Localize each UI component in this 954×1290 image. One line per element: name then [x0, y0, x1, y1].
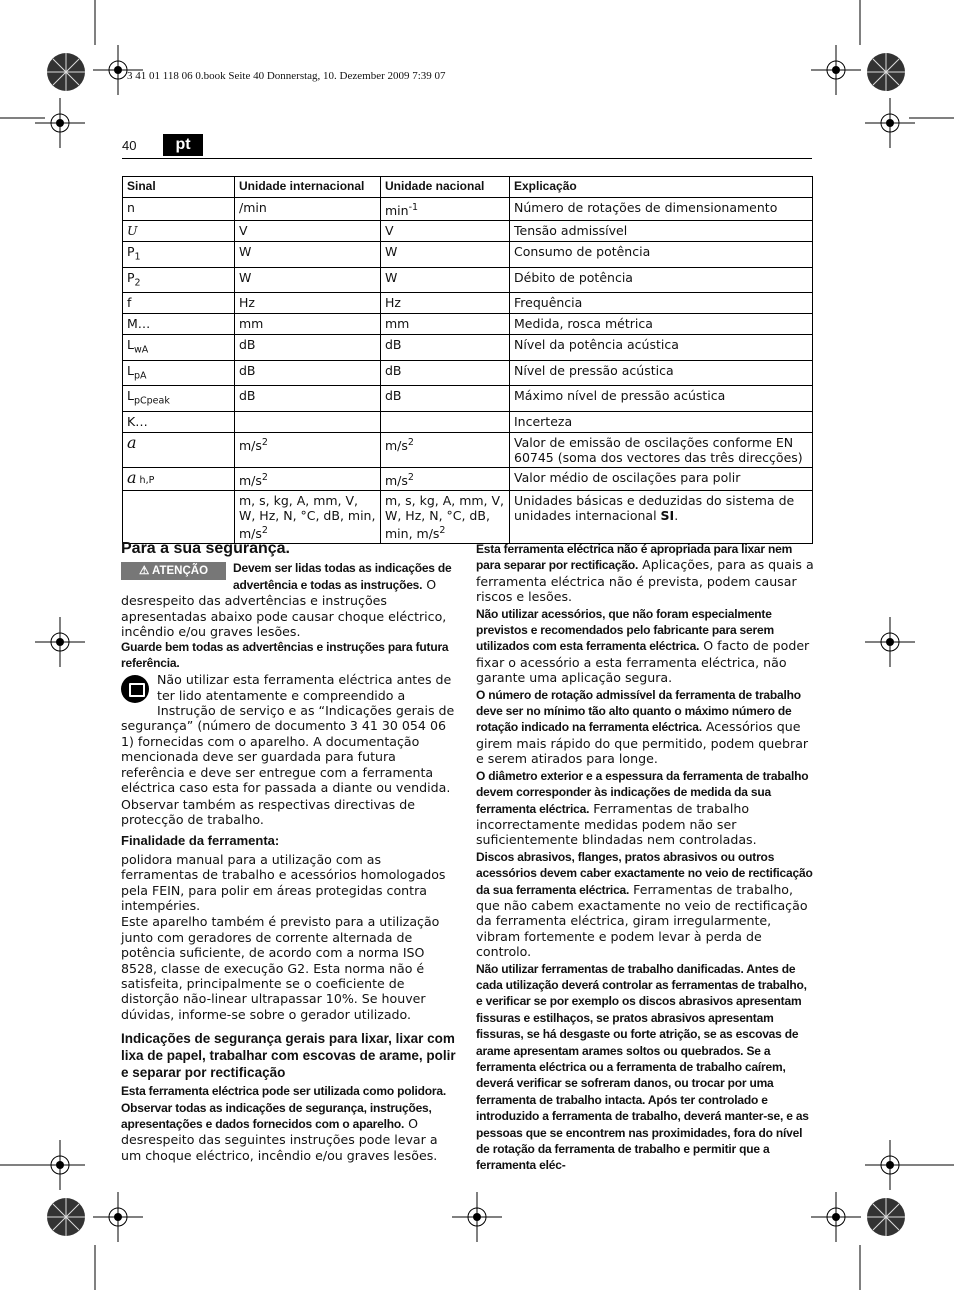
cell-nat-unit — [381, 386, 510, 412]
table-row — [123, 432, 813, 467]
unit-value: dB — [239, 388, 256, 404]
cell-intl-unit — [235, 432, 381, 467]
general-safety-heading: Indicações de segurança gerais para lixar, lixar com lixa de papel, trabalhar com escovas de arame, polir e separar por rectificação — [121, 1031, 456, 1081]
general-safety-paragraph — [121, 1083, 457, 1163]
p4-text: Ferramentas de trabalho incorrectamente medidas podem não ser suficientemente blindadas nem controladas. — [476, 800, 757, 848]
table-row — [123, 198, 813, 221]
p3-bold: O número de rotação admissível da ferramenta de trabalho deve ser no mínimo tão alto quanto o máximo número de rotação indicado na ferramenta eléctrica. — [476, 687, 801, 735]
unit-value: min — [385, 203, 409, 219]
explanation-text: Medida, rosca métrica — [514, 316, 653, 332]
right-paragraph-1 — [476, 541, 814, 605]
cell-symbol — [123, 360, 235, 386]
cell-explanation — [510, 490, 813, 543]
cell-symbol — [123, 432, 235, 467]
p6-bold: Não utilizar ferramentas de trabalho danificadas. Antes de cada utilização deverá controlar as ferramentas de trabalho, e verificar se por exemplo os discos abrasivos apresentam fissuras e estilhaços, se pratos abrasivos apresentam fissuras, se há desgaste ou forte atrição, se as escovas de arame apresentam arames soltos ou quebrados. Se a ferramenta eléctrica ou a ferramenta de trabalho caírem, deverá verificar se sofreram danos, ou trocar por uma ferramenta de trabalho intacta. Após ter controlado e introduzido a ferramenta de trabalho, deverá manter-se, e as pessoas que se encontrem nas proximidades, fora do nível de rotação da ferramenta de trabalho e permitir que a ferramenta eléc- — [476, 961, 809, 1173]
unit-value: mm — [385, 316, 410, 332]
unit-value: dB — [385, 388, 402, 404]
generator-paragraph: Este aparelho também é previsto para a utilização junto com geradores de corrente alternada de potência suficiente, de acordo com a norma ISO 8528, classe de execução G2. Esta norma não é satisfeita, principalmente se o coeficiente de distorção não-linear ultrapassar 10%. Se houver dúvidas, informe-se sobre o gerador utilizado. — [121, 914, 440, 1022]
read-manual-icon — [121, 675, 149, 703]
symbol: L — [127, 337, 134, 353]
cell-intl-unit — [235, 314, 381, 335]
explanation-text: Valor de emissão de oscilações conforme EN 60745 (soma dos vectores das três direcções) — [514, 434, 803, 465]
page-number: 40 — [122, 138, 137, 153]
unit-value: m, s, kg, A, mm, V, W, Hz, N, °C, dB, min, m/s — [385, 492, 505, 541]
p4-bold: O diâmetro exterior e a espessura da ferramenta de trabalho devem corresponder às indicações de medida da sua ferramenta eléctrica. — [476, 768, 809, 816]
explanation-text: Valor médio de oscilações para polir — [514, 469, 741, 485]
unit-value: dB — [239, 337, 256, 353]
cell-intl-unit — [235, 293, 381, 314]
unit-value: W — [239, 244, 252, 260]
explanation-text: Máximo nível de pressão acústica — [514, 388, 726, 404]
explanation-text: Unidades básicas e deduzidas do sistema de unidades internacional — [514, 492, 795, 523]
unit-value: /min — [239, 200, 267, 215]
warning-label: ATENÇÃO — [152, 565, 209, 578]
unit-value: m/s — [239, 437, 262, 453]
purpose-heading: Finalidade da ferramenta: — [121, 833, 280, 849]
cell-symbol — [123, 314, 235, 335]
explanation-bold: SI — [660, 507, 675, 523]
p2-bold: Não utilizar acessórios, que não foram especialmente previstos e recomendados pelo fabricante para serem utilizados com esta ferramenta eléctrica. — [476, 606, 774, 654]
unit-value: V — [239, 223, 248, 239]
table-row — [123, 411, 813, 432]
table-row — [123, 314, 813, 335]
p1-text: Aplicações, para as quais a ferramenta eléctrica não é prevista, podem causar riscos e lesões. — [476, 557, 814, 605]
unit-value: W — [239, 269, 252, 285]
table-header-row — [123, 177, 813, 198]
cell-intl-unit — [235, 467, 381, 490]
unit-value: m, s, kg, A, mm, V, W, Hz, N, °C, dB, min, m/s — [239, 492, 376, 541]
cell-symbol — [123, 386, 235, 412]
cell-explanation — [510, 432, 813, 467]
symbol: M… — [127, 316, 151, 332]
unit-value: m/s — [239, 472, 262, 488]
p1-bold: Esta ferramenta eléctrica não é apropriada para lixar nem para separar por rectificação. — [476, 542, 793, 573]
cell-explanation — [510, 221, 813, 242]
symbol-subscript: h,P — [139, 474, 155, 486]
symbol: L — [127, 388, 134, 404]
cell-symbol — [123, 335, 235, 361]
unit-exponent: 2 — [261, 524, 268, 536]
unit-exponent: 2 — [439, 524, 446, 536]
symbol: U — [127, 223, 138, 239]
unit-value: W — [385, 269, 398, 285]
symbol: a — [127, 467, 137, 487]
cell-explanation — [510, 411, 813, 432]
cell-nat-unit — [381, 432, 510, 467]
cell-nat-unit — [381, 267, 510, 293]
col-header-sinal: Sinal — [123, 177, 235, 198]
explanation-text: Número de rotações de dimensionamento — [514, 200, 778, 215]
symbol-subscript: pA — [133, 370, 147, 382]
cell-explanation — [510, 314, 813, 335]
explanation-text: Nível de pressão acústica — [514, 362, 674, 378]
table-row — [123, 293, 813, 314]
warning-bold: Devem ser lidas todas as indicações de advertência e todas as instruções. — [233, 561, 452, 592]
language-badge: pt — [163, 134, 203, 156]
general-bold: Esta ferramenta eléctrica pode ser utilizada como polidora. Observar todas as indicações de segurança, instruções, apresentações e dados fornecidos com o aparelho. — [121, 1084, 446, 1131]
cell-intl-unit — [235, 221, 381, 242]
symbol: a — [127, 432, 137, 452]
table-row — [123, 386, 813, 412]
cell-nat-unit — [381, 490, 510, 543]
purpose-paragraph: polidora manual para a utilização com as ferramentas de trabalho e acessórios homologados pela FEIN, para polir em áreas protegidas contra intempéries. — [121, 851, 446, 913]
explanation-text: Nível da potência acústica — [514, 337, 679, 353]
table-row — [123, 360, 813, 386]
table-row — [123, 467, 813, 490]
unit-exponent: 2 — [261, 436, 268, 448]
cell-symbol — [123, 467, 235, 490]
col-header-explicacao: Explicação — [510, 177, 813, 198]
warning-badge: ⚠ ATENÇÃO — [121, 562, 226, 580]
cell-symbol — [123, 198, 235, 221]
explanation-text: Tensão admissível — [514, 223, 628, 239]
unit-exponent: 2 — [407, 471, 414, 483]
cell-symbol — [123, 293, 235, 314]
table-row — [123, 267, 813, 293]
keep-instructions: Guarde bem todas as advertências e instruções para futura referência. — [121, 640, 449, 670]
cell-intl-unit — [235, 411, 381, 432]
symbol: L — [127, 362, 134, 378]
unit-exponent: -1 — [408, 202, 419, 213]
right-paragraph-3 — [476, 687, 814, 767]
right-paragraph-2 — [476, 606, 814, 686]
cell-symbol — [123, 267, 235, 293]
cell-nat-unit — [381, 467, 510, 490]
general-text: O desrespeito das seguintes instruções pode levar a um choque eléctrico, incêndio e/ou graves lesões. — [121, 1116, 438, 1163]
explanation-text: Frequência — [514, 295, 583, 311]
cell-symbol — [123, 221, 235, 242]
table-row — [123, 335, 813, 361]
table-row — [123, 221, 813, 242]
symbol: P — [127, 269, 135, 285]
cell-nat-unit — [381, 293, 510, 314]
cell-intl-unit — [235, 267, 381, 293]
unit-value: m/s — [385, 472, 408, 488]
manual-paragraph — [121, 672, 457, 795]
cell-symbol — [123, 490, 235, 543]
table-body — [123, 198, 813, 544]
cell-explanation — [510, 198, 813, 221]
symbol-subscript: wA — [133, 344, 149, 356]
explanation-text: Consumo de potência — [514, 244, 651, 260]
table-row — [123, 490, 813, 543]
cell-explanation — [510, 335, 813, 361]
col-header-intl: Unidade internacional — [235, 177, 381, 198]
cell-intl-unit — [235, 360, 381, 386]
cell-explanation — [510, 242, 813, 268]
unit-exponent: 2 — [407, 436, 414, 448]
symbol: K… — [127, 413, 148, 429]
cell-intl-unit — [235, 490, 381, 543]
cell-nat-unit — [381, 314, 510, 335]
cell-intl-unit — [235, 386, 381, 412]
cell-explanation — [510, 293, 813, 314]
warning-text: O desrespeito das advertências e instruções apresentadas abaixo pode causar choque eléctrico, incêndio e/ou graves lesões. — [121, 576, 447, 640]
cell-symbol — [123, 242, 235, 268]
explanation-text: Incerteza — [514, 413, 573, 429]
unit-value: m/s — [385, 437, 408, 453]
unit-value: dB — [385, 362, 402, 378]
symbol-subscript: 2 — [134, 277, 141, 289]
section-title: Para a sua segurança. — [121, 540, 290, 557]
symbol-subscript: pCpeak — [133, 395, 170, 407]
signal-table — [122, 176, 813, 544]
left-column — [121, 541, 457, 1164]
explanation-end: . — [674, 507, 679, 523]
header-rule — [122, 158, 812, 159]
manual-text: Não utilizar esta ferramenta eléctrica antes de ter lido atentamente e compreendido a Instrução de serviço e as “Indicações gerais de segurança” (número de documento 3 41 30 054 06 1) fornecidas com o aparelho. A documentação mencionada deve ser guardada para futura referência e deve ser entregue com a ferramenta eléctrica caso esta for passada a diante ou vendida. — [121, 672, 455, 796]
right-paragraph-4 — [476, 768, 814, 848]
symbol-subscript: 1 — [134, 251, 141, 263]
unit-value: mm — [239, 316, 264, 332]
cell-nat-unit — [381, 198, 510, 221]
cell-intl-unit — [235, 198, 381, 221]
cell-intl-unit — [235, 335, 381, 361]
col-header-nat: Unidade nacional — [381, 177, 510, 198]
table-row — [123, 242, 813, 268]
unit-value: W — [385, 244, 398, 260]
cell-nat-unit — [381, 335, 510, 361]
cell-symbol — [123, 411, 235, 432]
warning-paragraph — [121, 560, 457, 639]
right-column — [476, 541, 814, 1175]
cell-explanation — [510, 386, 813, 412]
p2-text: O facto de poder fixar o acessório a esta ferramenta eléctrica, não garante uma aplicação segura. — [476, 638, 810, 686]
explanation-text: Débito de potência — [514, 269, 633, 285]
cell-nat-unit — [381, 360, 510, 386]
right-paragraph-6 — [476, 961, 814, 1174]
unit-value: Hz — [239, 295, 255, 311]
symbol: n — [127, 200, 135, 215]
unit-value: dB — [239, 362, 256, 378]
symbol: f — [127, 295, 132, 311]
unit-value: V — [385, 223, 394, 239]
p3-text: Acessórios que girem mais rápido do que permitido, podem quebrar e serem atirados para longe. — [476, 719, 809, 767]
cell-nat-unit — [381, 242, 510, 268]
cell-nat-unit — [381, 221, 510, 242]
symbol: P — [127, 244, 135, 260]
cell-intl-unit — [235, 242, 381, 268]
print-header: 3 41 01 118 06 0.book Seite 40 Donnerstag, 10. Dezember 2009 7:39 07 — [127, 70, 446, 82]
cell-explanation — [510, 267, 813, 293]
unit-value: dB — [385, 337, 402, 353]
right-paragraph-5 — [476, 849, 814, 960]
cell-explanation — [510, 360, 813, 386]
unit-exponent: 2 — [261, 471, 268, 483]
cell-nat-unit — [381, 411, 510, 432]
observe-paragraph: Observar também as respectivas directivas de protecção de trabalho. — [121, 796, 415, 827]
unit-value: Hz — [385, 295, 401, 311]
cell-explanation — [510, 467, 813, 490]
p5-text: Ferramentas de trabalho, que não cabem exactamente no veio de rectificação da ferramenta eléctrica, giram irregularmente, vibram fortemente e podem levar à perda de controlo. — [476, 881, 808, 960]
p5-bold: Discos abrasivos, flanges, pratos abrasivos ou outros acessórios devem caber exactamente no veio de rectificação da sua ferramenta eléctrica. — [476, 849, 813, 897]
